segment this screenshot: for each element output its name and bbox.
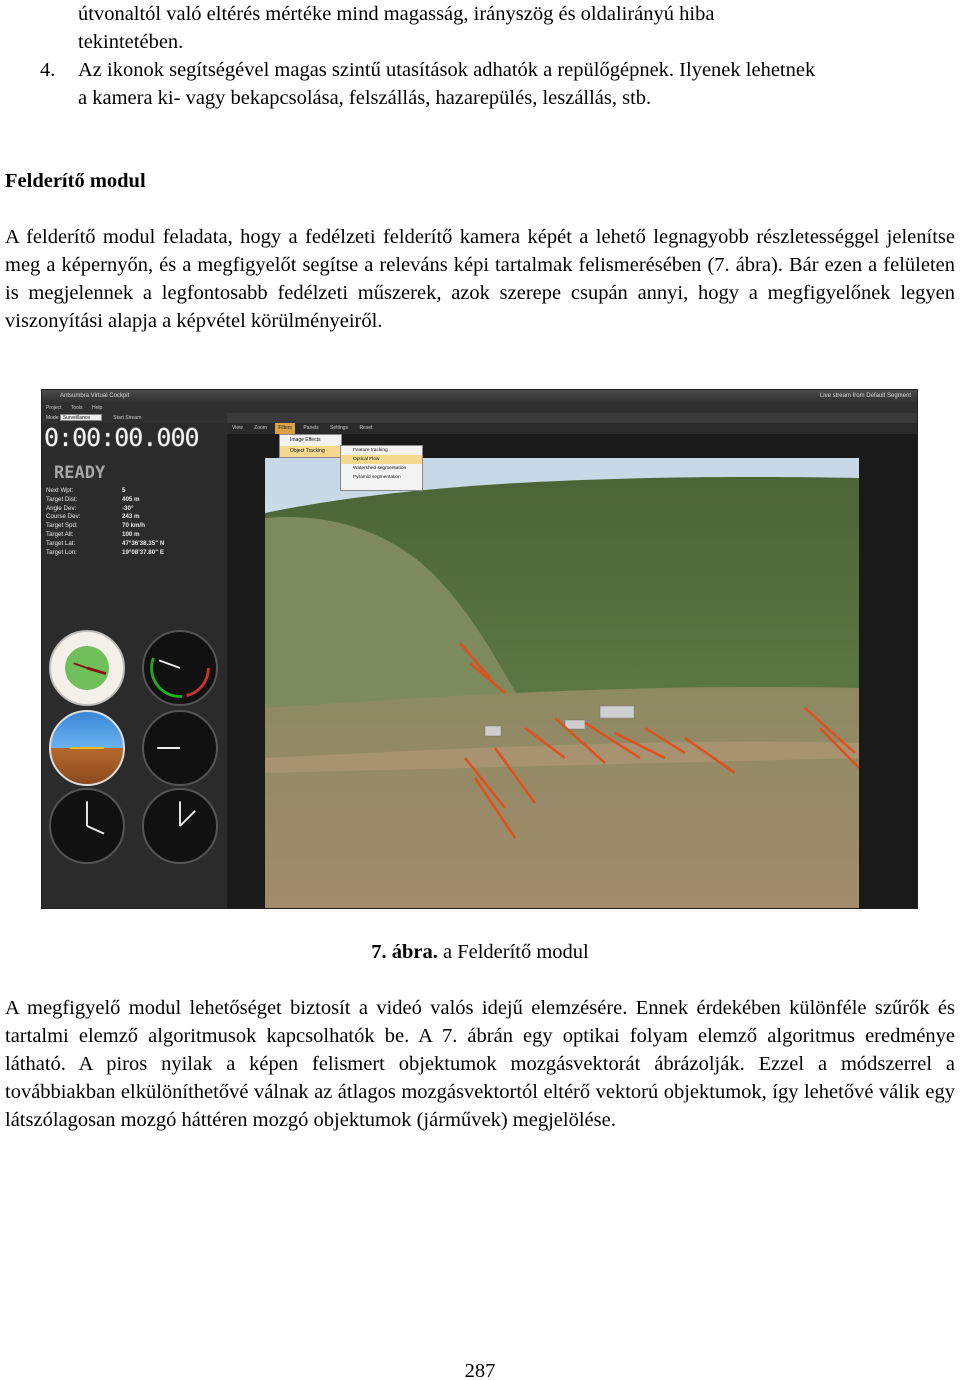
section-heading: Felderítő modul [5, 170, 146, 192]
filters-dropdown-menu [279, 434, 342, 458]
mode-select[interactable]: Surveillance [60, 414, 102, 421]
mode-row [42, 413, 227, 423]
body-paragraph-2: A megfigyelő modul lehetőséget biztosít a videó valós idejű elemzésére. Ennek érdekében különféle szűrők és tartalmi elemző algoritmusok kapcsolhatók be. A 7. ábrán egy optikai folyam elemző algoritmus eredménye látható. A piros nyilak a képen felismert objektumok mozgásvektorát ábrázolják. Ezzel a módszerrel a továbbiakban elkülöníthetővé válnak az átlagos mozgásvektortól eltérő vektorú objektumok, így lehetővé válik egy látszólagosan mozgó háttéren mozgó objektumok (járművek) megjelölése. [5, 997, 955, 1131]
toolbar-filters[interactable]: Filters [275, 423, 295, 434]
intro-line-1: útvonaltól való eltérés mértéke mind magasság, irányszög és oldalirányú hiba [78, 3, 715, 25]
intro-line-2: tekintetében. [78, 31, 184, 53]
caption-label: 7. ábra. [371, 941, 438, 963]
menu-item-watershed-segmentation[interactable]: Watershed segmentation [353, 466, 407, 471]
menu-tools[interactable]: Tools [70, 405, 83, 411]
altimeter-2-gauge [142, 788, 218, 864]
app-title: Antsumbra Virtual Cockpit [60, 393, 130, 399]
stat-row: Target Lon: 19°08'37.80" E [46, 548, 164, 556]
menu-help[interactable]: Help [91, 405, 103, 411]
flight-stats [46, 487, 224, 557]
stat-row: Next Wpt: 5 [46, 487, 126, 494]
airspeed-gauge [142, 630, 218, 706]
vertical-speed-gauge [142, 710, 218, 786]
menu-item-object-tracking[interactable]: Object Tracking [280, 446, 341, 457]
stat-row: Target Alt: 100 m [46, 530, 140, 538]
list-item-4-line-1: Az ikonok segítségével magas szintű utasítások adhatók a repülőgépnek. Ilyenek lehetnek [78, 59, 816, 81]
menu-project[interactable]: Project [46, 405, 62, 411]
video-toolbar [227, 423, 918, 434]
app-title-right: Live stream from Default Segment [819, 393, 911, 399]
menu-item-optical-flow[interactable]: Optical Flow [341, 455, 422, 464]
menu-item-pyramid-segmentation[interactable]: Pyramid segmentation [353, 475, 401, 480]
video-area [227, 423, 918, 909]
instrument-panel [42, 423, 227, 909]
stat-row: Target Lat: 47°36'38.35" N [46, 539, 165, 547]
stat-row: Angle Dev: -30° [46, 504, 134, 512]
flight-instruments [47, 630, 225, 865]
aerial-video-image [265, 458, 859, 909]
figure-caption [0, 938, 960, 966]
menu-item-image-effects[interactable]: Image Effects [290, 437, 321, 443]
app-menubar [42, 403, 917, 413]
toolbar-panels[interactable]: Panels [303, 425, 319, 431]
toolbar-zoom[interactable]: Zoom [254, 425, 267, 431]
mode-label: Mode [46, 415, 59, 421]
stat-row: Target Spd: 70 km/h [46, 522, 146, 530]
video-frame [265, 458, 859, 909]
start-stream-button[interactable]: Start Stream [113, 415, 142, 421]
attitude-indicator-gauge [49, 710, 125, 786]
stat-row: Course Dev: 243 m [46, 513, 140, 521]
list-number-4: 4. [40, 59, 56, 81]
menu-item-feature-tracking[interactable]: Feature tracking [353, 448, 388, 453]
status-label: READY [54, 463, 106, 483]
list-item-4-line-2: a kamera ki- vagy bekapcsolása, felszállás, hazarepülés, leszállás, stb. [78, 87, 652, 109]
toolbar-view[interactable]: View [232, 425, 243, 431]
tracking-submenu [340, 445, 423, 491]
toolbar-reset[interactable]: Reset [359, 425, 373, 431]
figure-screenshot [41, 389, 918, 909]
heading-indicator-gauge [49, 630, 125, 706]
mission-timer: 0:00:00.000 [44, 423, 199, 452]
stat-row: Target Dist: 405 m [46, 495, 140, 503]
toolbar-settings[interactable]: Settings [330, 425, 349, 431]
page-number: 287 [464, 1360, 496, 1380]
app-titlebar [42, 390, 917, 403]
caption-text: a Felderítő modul [442, 941, 589, 963]
altimeter-gauge [49, 788, 125, 864]
section-paragraph: A felderítő modul feladata, hogy a fedélzeti felderítő kamera képét a lehető legnagyobb részletességgel jelenítse meg a képernyőn, és a megfigyelőt segítse a releváns képi tartalmak felismerésében (7. ábra). Bár ezen a felületen is megjelennek a legfontosabb fedélzeti műszerek, azok szerepe csupán annyi, hogy a megfigyelőnek legyen viszonyítási alapja a képvétel körülményeiről. [5, 226, 955, 332]
